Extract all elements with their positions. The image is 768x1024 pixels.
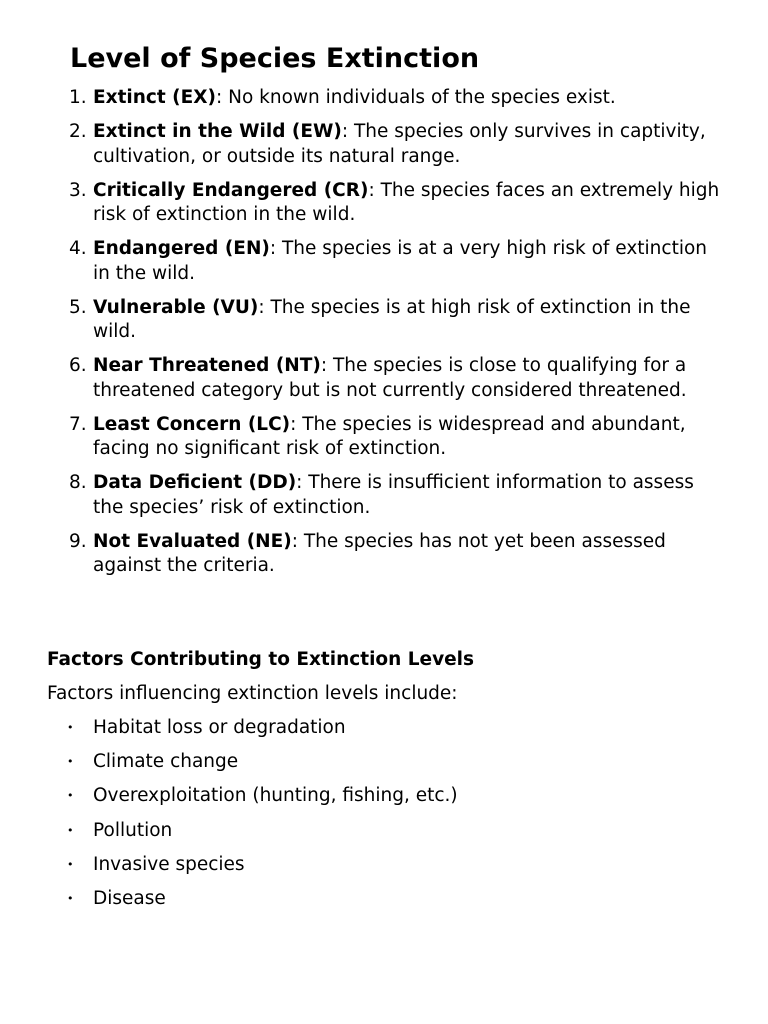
level-description: : The species is at a very high risk of extinction in the wild.: [93, 238, 708, 284]
level-term: Data Deficient (DD): [93, 472, 297, 493]
bullet-icon: •: [67, 755, 74, 769]
list-item-disease: [67, 886, 458, 912]
bullet-icon: •: [67, 721, 74, 734]
list-number: 9.: [69, 530, 87, 552]
list-item-extinct-in-the-wild: [69, 120, 729, 169]
list-item-habitat-loss: [67, 715, 458, 741]
list-number: 5.: [69, 296, 87, 318]
list-item-climate-change: [67, 749, 458, 775]
level-description: : There is insufficient information to assess the species’ risk of extinction.: [93, 472, 694, 518]
bullet-icon: •: [67, 823, 74, 837]
level-term: Critically Endangered (CR): [93, 179, 369, 201]
list-item-data-deficient: [69, 471, 729, 520]
factors-intro: Factors influencing extinction levels include:: [47, 683, 458, 704]
list-number: 2.: [69, 121, 87, 142]
list-number: 4.: [69, 238, 87, 259]
level-term: Least Concern (LC): [93, 413, 291, 435]
list-item-invasive-species: [67, 852, 458, 878]
factor-label: Climate change: [93, 751, 239, 773]
level-term: Near Threatened (NT): [93, 355, 321, 376]
level-term: Vulnerable (VU): [93, 296, 259, 318]
list-number: 7.: [69, 413, 87, 435]
factor-label: Pollution: [93, 819, 173, 841]
list-number: 1.: [69, 87, 87, 108]
list-number: 3.: [69, 179, 87, 201]
list-number: 8.: [69, 472, 87, 493]
level-description: : The species is at high risk of extinction in the wild.: [93, 296, 691, 342]
level-description: : The species only survives in captivity, cultivation, or outside its natural range.: [93, 121, 706, 167]
factors-list: [67, 715, 458, 920]
list-number: 6.: [69, 355, 87, 376]
list-item-extinct: [69, 86, 729, 111]
extinction-levels-list: [69, 86, 729, 588]
factors-heading: Factors Contributing to Extinction Levels: [47, 649, 475, 670]
page-title: Level of Species Extinction: [70, 43, 480, 74]
level-term: Extinct in the Wild (EW): [93, 121, 342, 142]
level-description: : The species faces an extremely high risk of extinction in the wild.: [93, 179, 720, 225]
list-item-near-threatened: [69, 354, 729, 403]
list-item-overexploitation: [67, 783, 458, 809]
level-description: : The species is close to qualifying for a threatened category but is not currently considered threatened.: [93, 355, 687, 401]
list-item-least-concern: [69, 413, 729, 462]
level-description: : No known individuals of the species exist.: [216, 87, 616, 108]
list-item-vulnerable: [69, 296, 729, 345]
level-term: Not Evaluated (NE): [93, 530, 292, 552]
factor-label: Overexploitation (hunting, fishing, etc.): [93, 785, 458, 807]
list-item-not-evaluated: [69, 530, 729, 579]
list-item-endangered: [69, 237, 729, 286]
factor-label: Habitat loss or degradation: [93, 717, 346, 738]
bullet-icon: •: [67, 891, 74, 905]
bullet-icon: •: [67, 789, 74, 803]
level-term: Endangered (EN): [93, 238, 270, 259]
level-term: Extinct (EX): [93, 87, 216, 108]
bullet-icon: •: [67, 857, 74, 871]
list-item-critically-endangered: [69, 179, 729, 228]
level-description: : The species is widespread and abundant, facing no significant risk of extinction.: [93, 413, 686, 459]
factor-label: Disease: [93, 887, 166, 909]
factor-label: Invasive species: [93, 853, 245, 875]
list-item-pollution: [67, 818, 458, 844]
level-description: : The species has not yet been assessed against the criteria.: [93, 530, 666, 576]
